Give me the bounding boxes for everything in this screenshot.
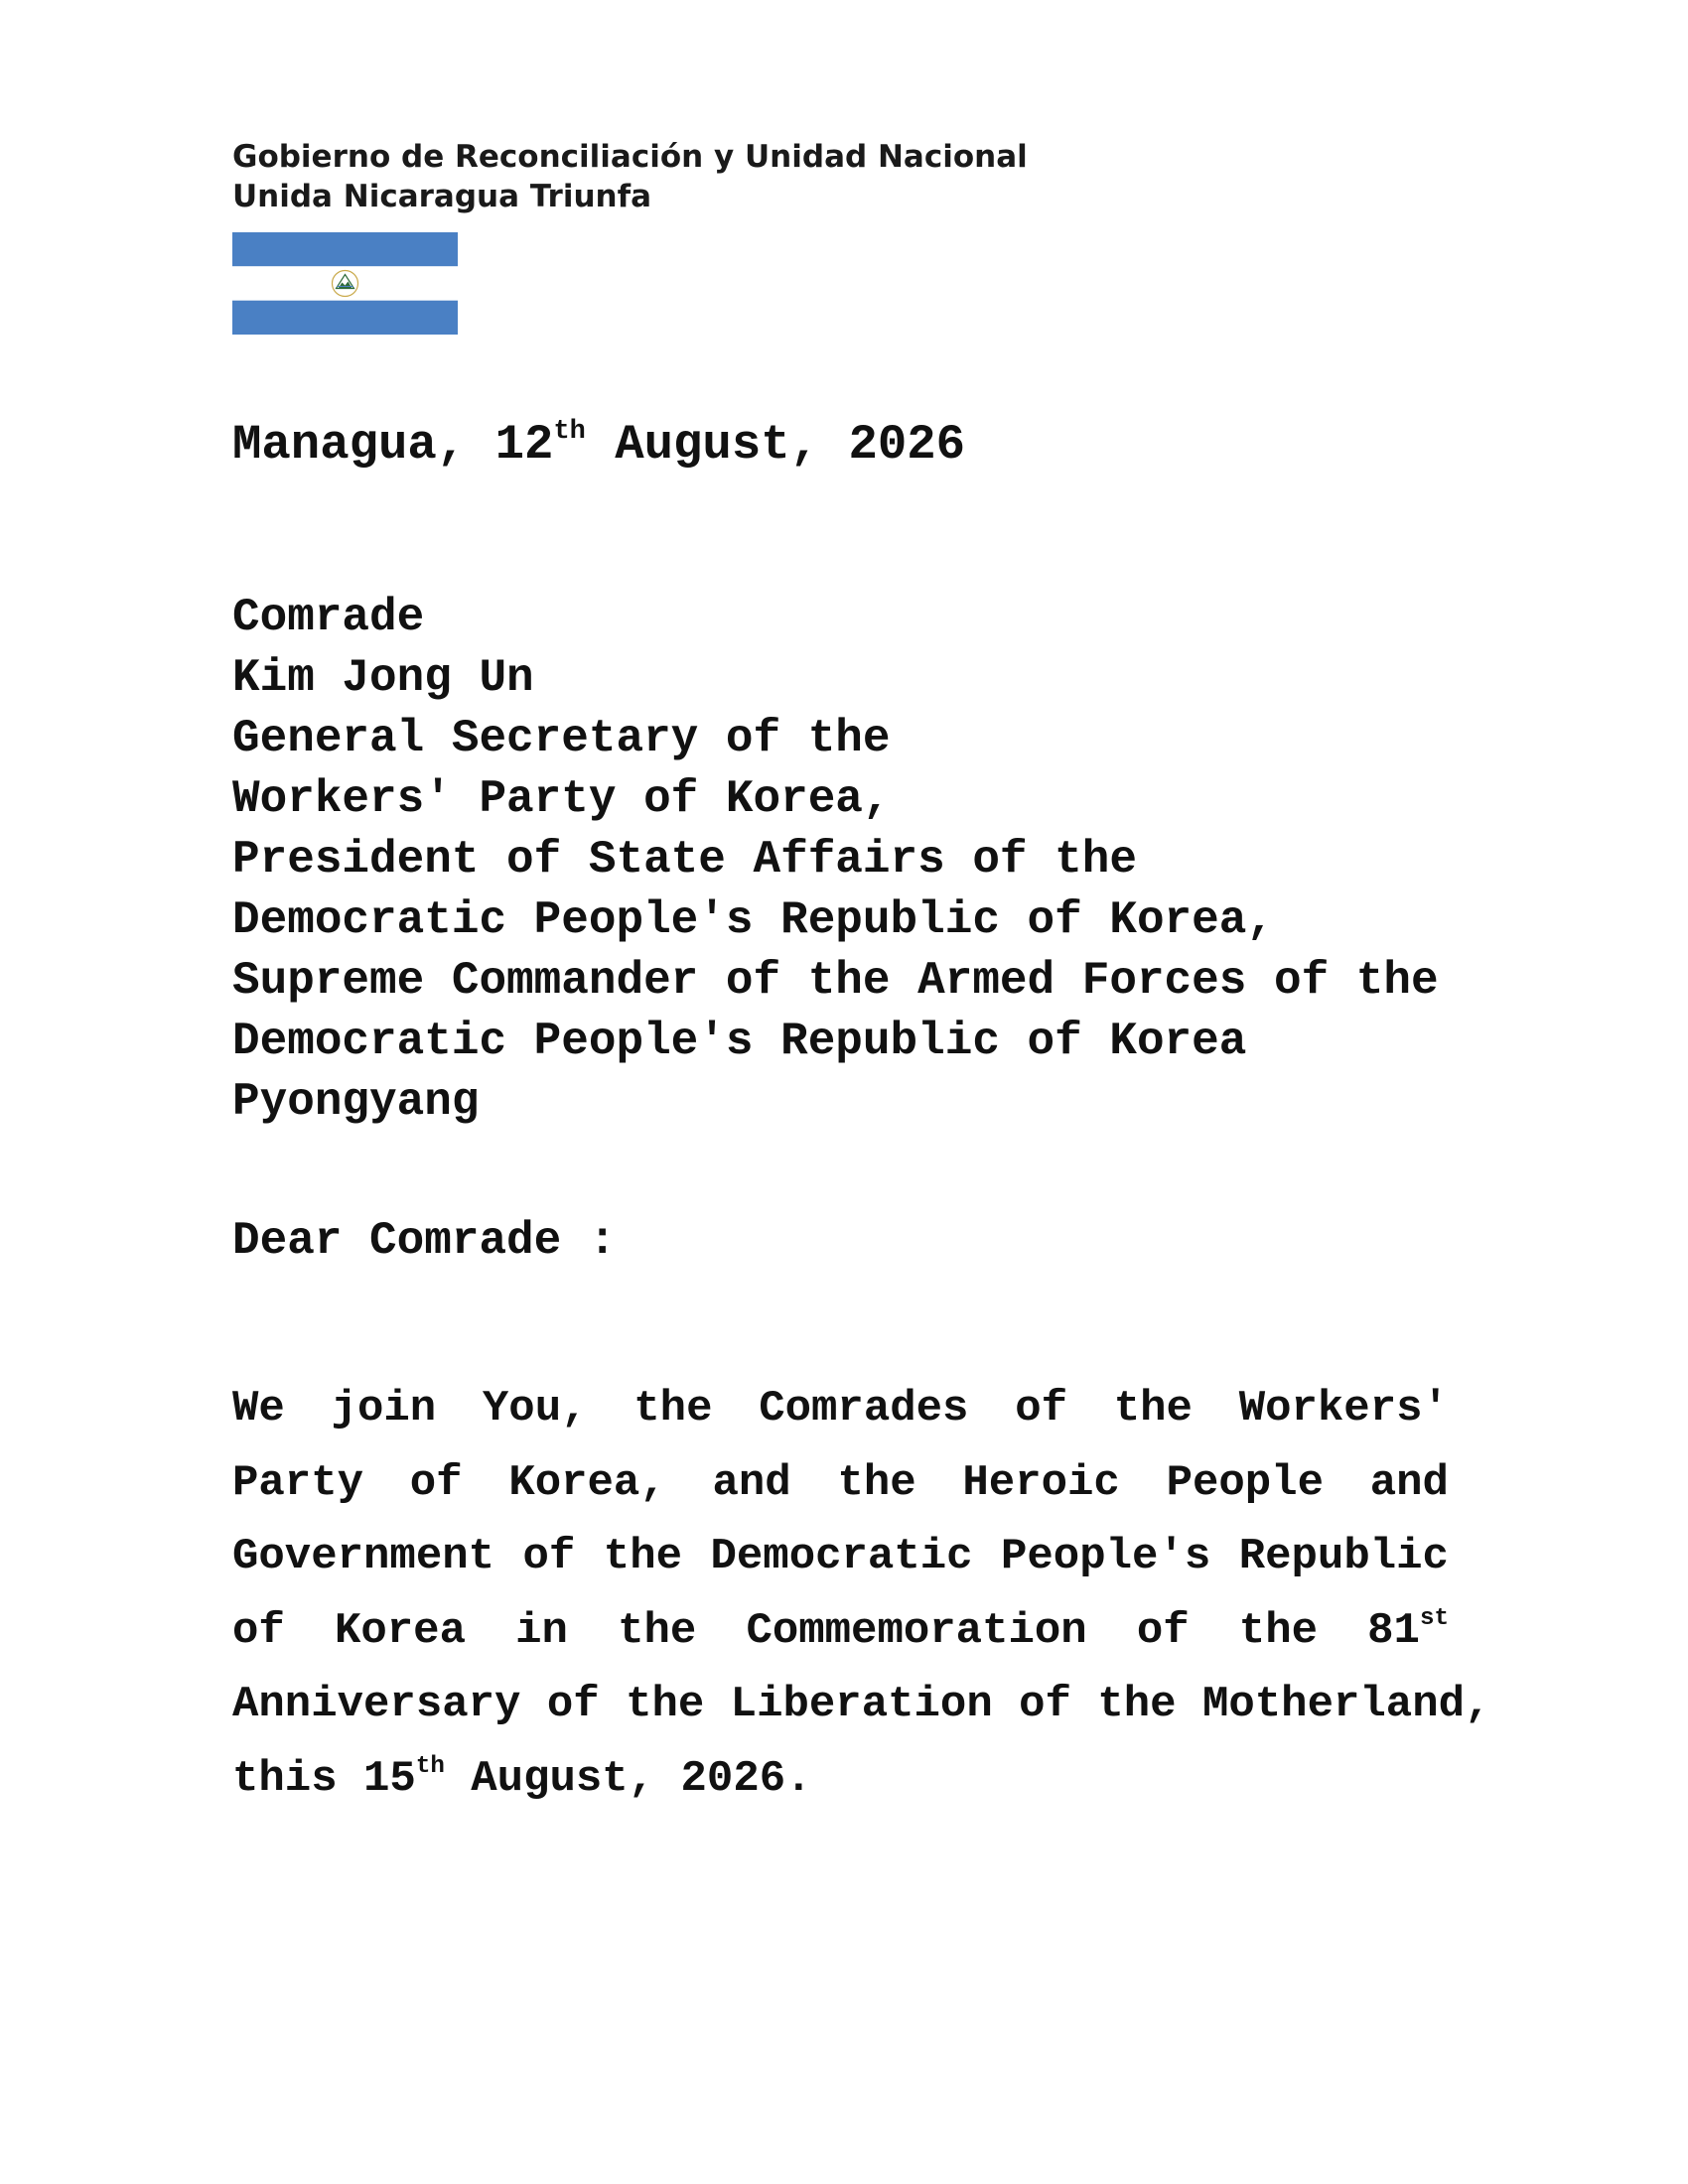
- body-word: Government: [232, 1532, 495, 1581]
- body-line-2: [232, 1446, 1449, 1521]
- body-line-6: [232, 1742, 1449, 1817]
- body-word: You,: [482, 1384, 588, 1433]
- address-line: General Secretary of the: [232, 713, 891, 764]
- nicaragua-flag-icon: [232, 232, 458, 335]
- anniversary-ordinal: st: [1419, 1604, 1449, 1632]
- body-word: Party: [232, 1457, 364, 1508]
- address-line: Workers' Party of Korea,: [232, 773, 891, 825]
- address-line: Kim Jong Un: [232, 652, 534, 704]
- body-date-rest: August, 2026.: [444, 1753, 812, 1804]
- address-line: President of State Affairs of the: [232, 834, 1137, 886]
- body-line-4: [232, 1594, 1449, 1669]
- letterhead: [232, 137, 1028, 216]
- body-word: Republic: [1238, 1532, 1449, 1581]
- body-word: of: [522, 1532, 576, 1581]
- body-date-prefix: this 15: [232, 1753, 416, 1804]
- anniversary-number: [1367, 1594, 1449, 1669]
- body-word: of: [232, 1605, 285, 1656]
- body-word: of: [409, 1457, 463, 1508]
- body-word: the: [633, 1384, 713, 1433]
- body-word: the: [1238, 1605, 1319, 1656]
- flag-top-stripe: [232, 232, 458, 266]
- body-line-3: [232, 1520, 1449, 1594]
- letter-date: [232, 415, 965, 475]
- body-word: Comrades: [759, 1384, 969, 1433]
- date-rest: August, 2026: [585, 417, 966, 473]
- body-word: Korea,: [508, 1457, 666, 1508]
- body-word: We: [232, 1384, 285, 1433]
- body-word: Commemoration: [746, 1605, 1087, 1656]
- letterhead-slogan: Unida Nicaragua Triunfa: [232, 179, 652, 214]
- body-date-ordinal: th: [415, 1752, 445, 1780]
- recipient-address: [232, 588, 1439, 1133]
- letterhead-government-name: Gobierno de Reconciliación y Unidad Nacional: [232, 139, 1028, 175]
- body-word: the: [618, 1605, 697, 1656]
- letter-body: [232, 1372, 1491, 1816]
- body-word: Korea: [334, 1605, 466, 1656]
- address-line: Supreme Commander of the Armed Forces of the: [232, 955, 1439, 1007]
- body-word: the: [603, 1532, 683, 1581]
- anniversary-number-value: 81: [1367, 1605, 1420, 1656]
- body-word: and: [1369, 1457, 1449, 1508]
- body-word: of: [1136, 1605, 1190, 1656]
- address-line: Democratic People's Republic of Korea: [232, 1016, 1247, 1067]
- date-prefix: Managua, 12: [232, 417, 554, 473]
- body-word: in: [515, 1605, 568, 1656]
- body-word: Heroic: [962, 1457, 1120, 1508]
- body-word: People's: [1001, 1532, 1211, 1581]
- body-word: People: [1166, 1457, 1324, 1508]
- body-word: and: [712, 1457, 791, 1508]
- body-word: the: [837, 1457, 916, 1508]
- date-ordinal: th: [553, 416, 586, 447]
- address-line: Democratic People's Republic of Korea,: [232, 894, 1274, 946]
- flag-bottom-stripe: [232, 301, 458, 335]
- body-word: Workers': [1238, 1384, 1449, 1433]
- salutation: Dear Comrade :: [232, 1215, 617, 1267]
- body-word: the: [1113, 1384, 1193, 1433]
- address-line: Pyongyang: [232, 1076, 480, 1128]
- body-line-1: [232, 1372, 1449, 1446]
- body-line-5: Anniversary of the Liberation of the Motherland,: [232, 1680, 1491, 1729]
- body-word: of: [1015, 1384, 1067, 1433]
- address-line: Comrade: [232, 592, 425, 643]
- body-word: join: [331, 1384, 437, 1433]
- body-word: Democratic: [710, 1532, 973, 1581]
